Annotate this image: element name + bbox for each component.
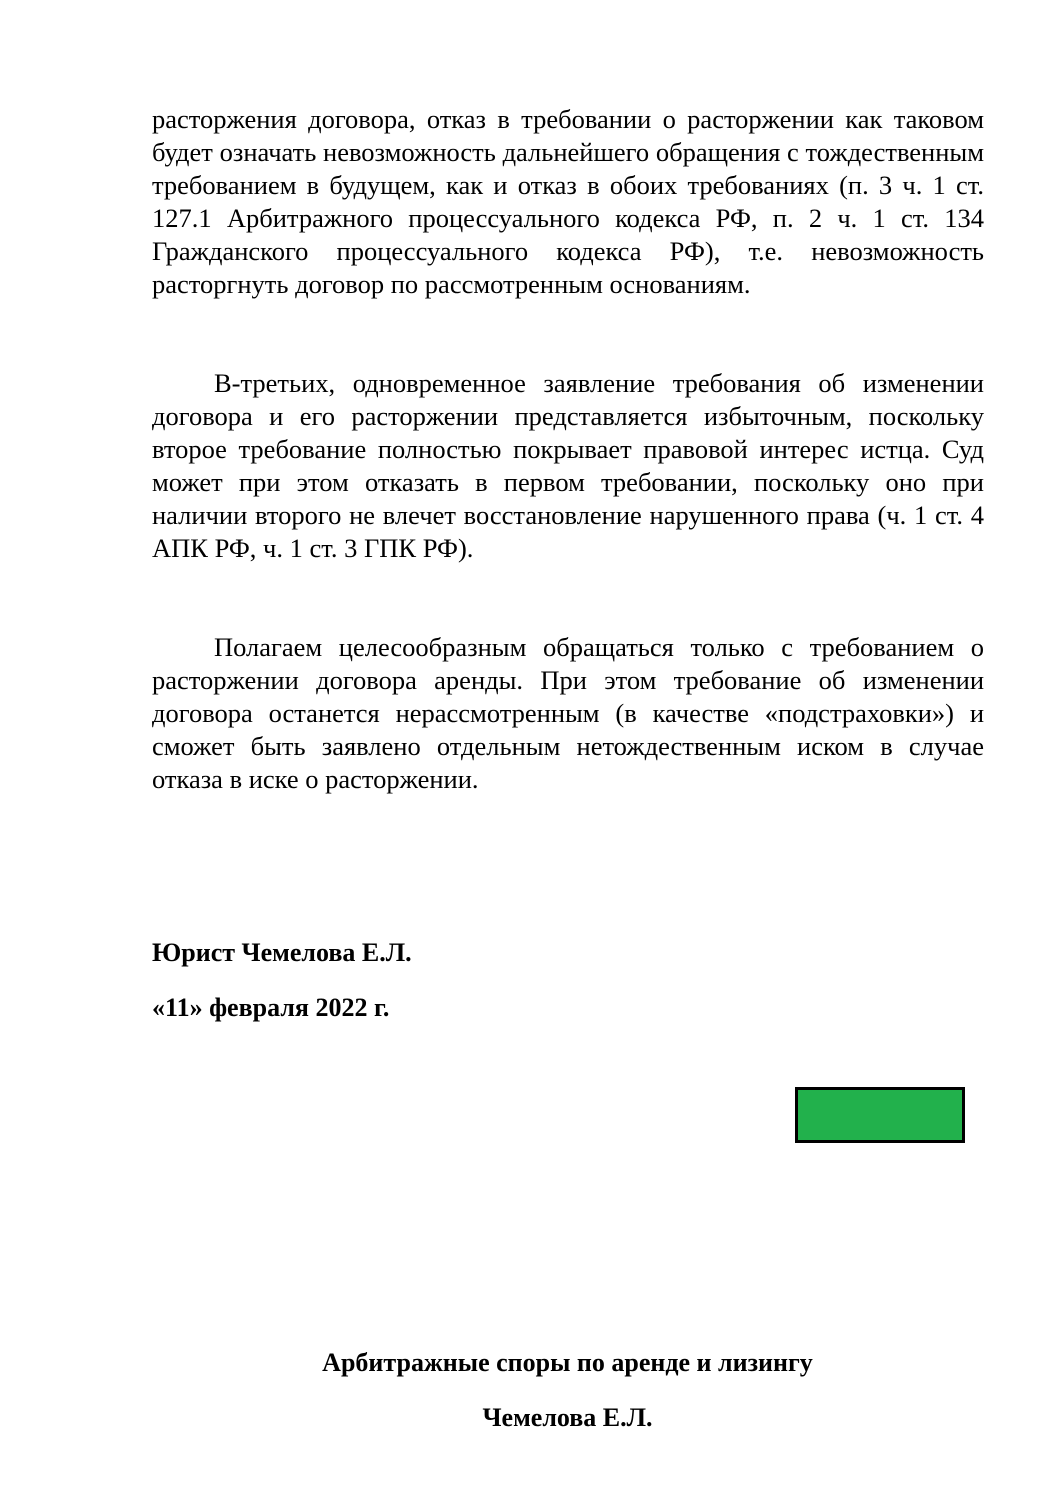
paragraph-text: В-третьих, одновременное заявление требования об изменении договора и его расторжении представляется избыточным, поскольку второе требование полностью покрывает правовой интерес истца. Суд может при этом отказать в первом требовании, поскольку оно при наличии второго не влечет восстановление нарушенного права (ч. 1 ст. 4 АПК РФ, ч. 1 ст. 3 ГПК РФ). (152, 368, 984, 563)
footer-title: Арбитражные споры по аренде и лизингу (322, 1348, 813, 1377)
signature-date: «11» февраля 2022 г. (152, 993, 390, 1022)
signature-name: Юрист Чемелова Е.Л. (152, 938, 412, 967)
paragraph-text: Полагаем целесообразным обращаться только с требованием о расторжении договора аренды. При этом требование об изменении договора останется нерассмотренным (в качестве «подстраховки») и сможет быть заявлено отдельным нетождественным иском в случае отказа в иске о расторжении. (152, 632, 984, 794)
body-paragraph-3 (152, 631, 984, 796)
footer-author: Чемелова Е.Л. (482, 1403, 653, 1432)
body-paragraph-2 (152, 367, 984, 565)
body-paragraph-1 (152, 103, 984, 301)
green-stamp-box (795, 1087, 965, 1143)
paragraph-text: расторжения договора, отказ в требовании о расторжении как таковом будет означать невозможность дальнейшего обращения с тождественным требованием в будущем, как и отказ в обоих требованиях (п. 3 ч. 1 ст. 127.1 Арбитражного процессуального кодекса РФ, п. 2 ч. 1 ст. 134 Гражданского процессуального кодекса РФ), т.е. невозможность расторгнуть договор по рассмотренным основаниям. (152, 104, 984, 299)
